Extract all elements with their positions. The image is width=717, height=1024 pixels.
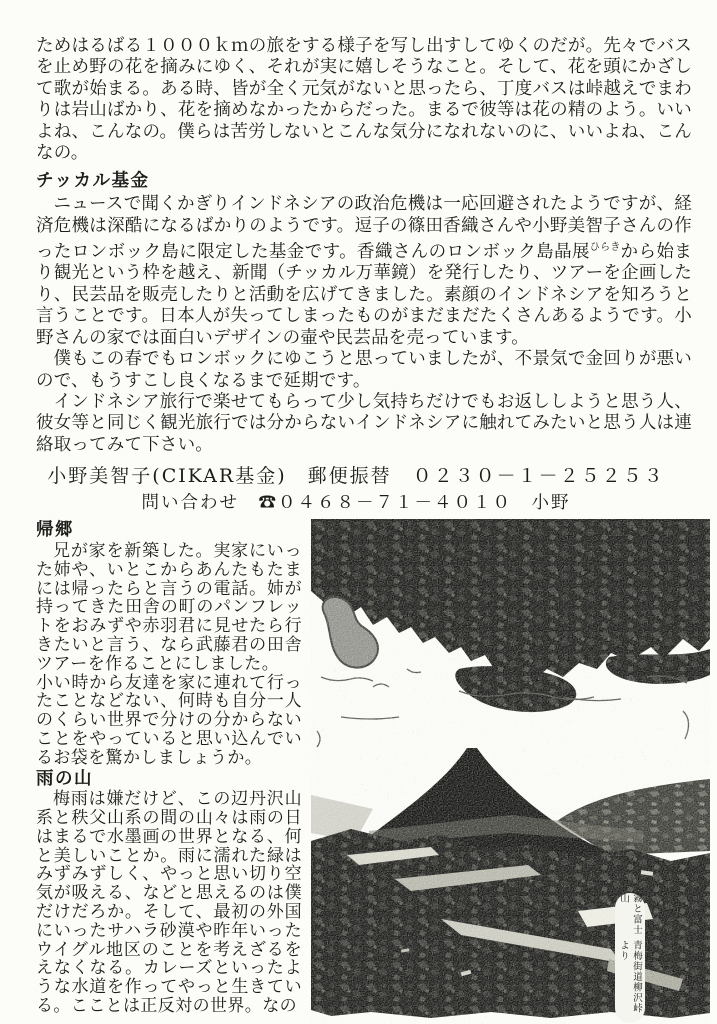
fund-paragraph-3: インドネシア旅行で楽せてもらって少し気持ちだけでもお返ししようと思う人、彼女等と同じく観光旅行では分からないインドネシアに触れてみたいと思う人は連絡取ってみて下さい。 [36,391,692,455]
left-column [36,519,302,1024]
fuji-ink-painting-figure [311,519,710,1024]
homecoming-paragraph-2: 小い時から友達を家に連れて行ったことなどない、何時も自分一人のくらい世界で分けの分からないことをやっていると思い込んでいるお袋を驚かしましょうか。 [36,672,302,768]
fund-paragraph-1 [36,194,692,349]
figure-caption-location: 青梅街道柳沢峠より [618,939,642,1014]
phone-icon: ☎ [258,493,278,514]
contact-line-phone [36,489,676,514]
fuji-ink-painting [311,519,710,1024]
scan-grain-dark [311,519,710,1024]
contact-name: 小野美智子(CIKAR基金) [47,465,287,488]
fund-paragraph-1-ruby: ひらき [589,242,621,254]
fund-paragraph-1-rest: から始まり観光という枠を越え、新聞（チッカル万華鏡）を発行したり、ツアーを企画したり、民芸品を販売したりと活動を広げてきました。素顔のインドネシアを知ろうと言うことです。日本人が失ってしまったものがまだまだたくさんあるようです。小野さんの家では面白いデザインの壷や民芸品を売っています。 [36,242,692,348]
rain-mountain-paragraph: 梅雨は嫌だけど、この辺丹沢山系と秩父山系の間の山々は雨の日はまるで水墨画の世界となる、何と美しいことか。雨に濡れた緑はみずみずしく、やっと思い切り空気が吸える、などと思えるのは僕だけだろか。そして、最初の外国にいったサハラ砂漠や昨年いったウイグル地区のことを考えざるをえなくなる。カレーズといったような水道を作ってやっと生きている。こことは正反対の世界。なの [36,789,302,1017]
phone-number: ０４６８－７１－４０１０ [278,493,512,514]
fund-paragraph-2: 僕もこの春でもロンボックにゆこうと思っていましたが、不景気で金回りが悪いので、もうすこし良くなるまで延期です。 [36,349,692,391]
postal-transfer-number: ０２３０－１－２５２５３ [412,465,665,488]
fund-paragraph-1-text: ニュースで聞くかぎりインドネシアの政治危機は一応回避されたようですが、経済危機は深酷になるばかりのようです。逗子の篠田香織さんや小野美智子さんの作ったロンボック島に限定した基金です。香織さんのロンボック島晶展 [36,194,692,263]
contact-line-postal [36,461,676,488]
fund-section-heading: チッカル基金 [36,171,150,192]
contact-block [36,461,676,514]
figure-caption [615,893,645,1023]
rain-mountain-heading: 雨の山 [36,768,93,789]
two-column-area [36,519,717,1024]
inquiry-label: 問い合わせ [141,493,239,514]
contact-person: 小野 [531,493,571,514]
figure-caption-title: 霧と富士山 [618,893,642,936]
postal-transfer-label: 郵便振替 [307,465,392,488]
intro-paragraph: ためはるばる１０００ｋｍの旅をする様子を写し出すしてゆくのだが。先々でバスを止め野の花を摘みにゆく、それが実に嬉しそうなこと。そして、花を頭にかざして歌が始まる。ある時、皆が全く元気がないと思ったら、丁度バスは峠越えでまわりは岩山ばかり、花を摘めなかったからだった。まるで彼等は花の精のよう。いいよね、こんなの。僕らは苦労しないとこんな気分になれないのに、いいよね、こんなの。 [36,36,692,164]
homecoming-paragraph-1: 兄が家を新築した。実家にいった姉や、いとこからあんたもたまには帰ったらと言うの電話。姉が持ってきた田舎の町のパンフレットをおみずや赤羽君に見せたら行きたいと言う、なら武藤君の田舎ツアーを作ることにしました。 [36,540,302,674]
homecoming-heading: 帰郷 [36,520,74,541]
